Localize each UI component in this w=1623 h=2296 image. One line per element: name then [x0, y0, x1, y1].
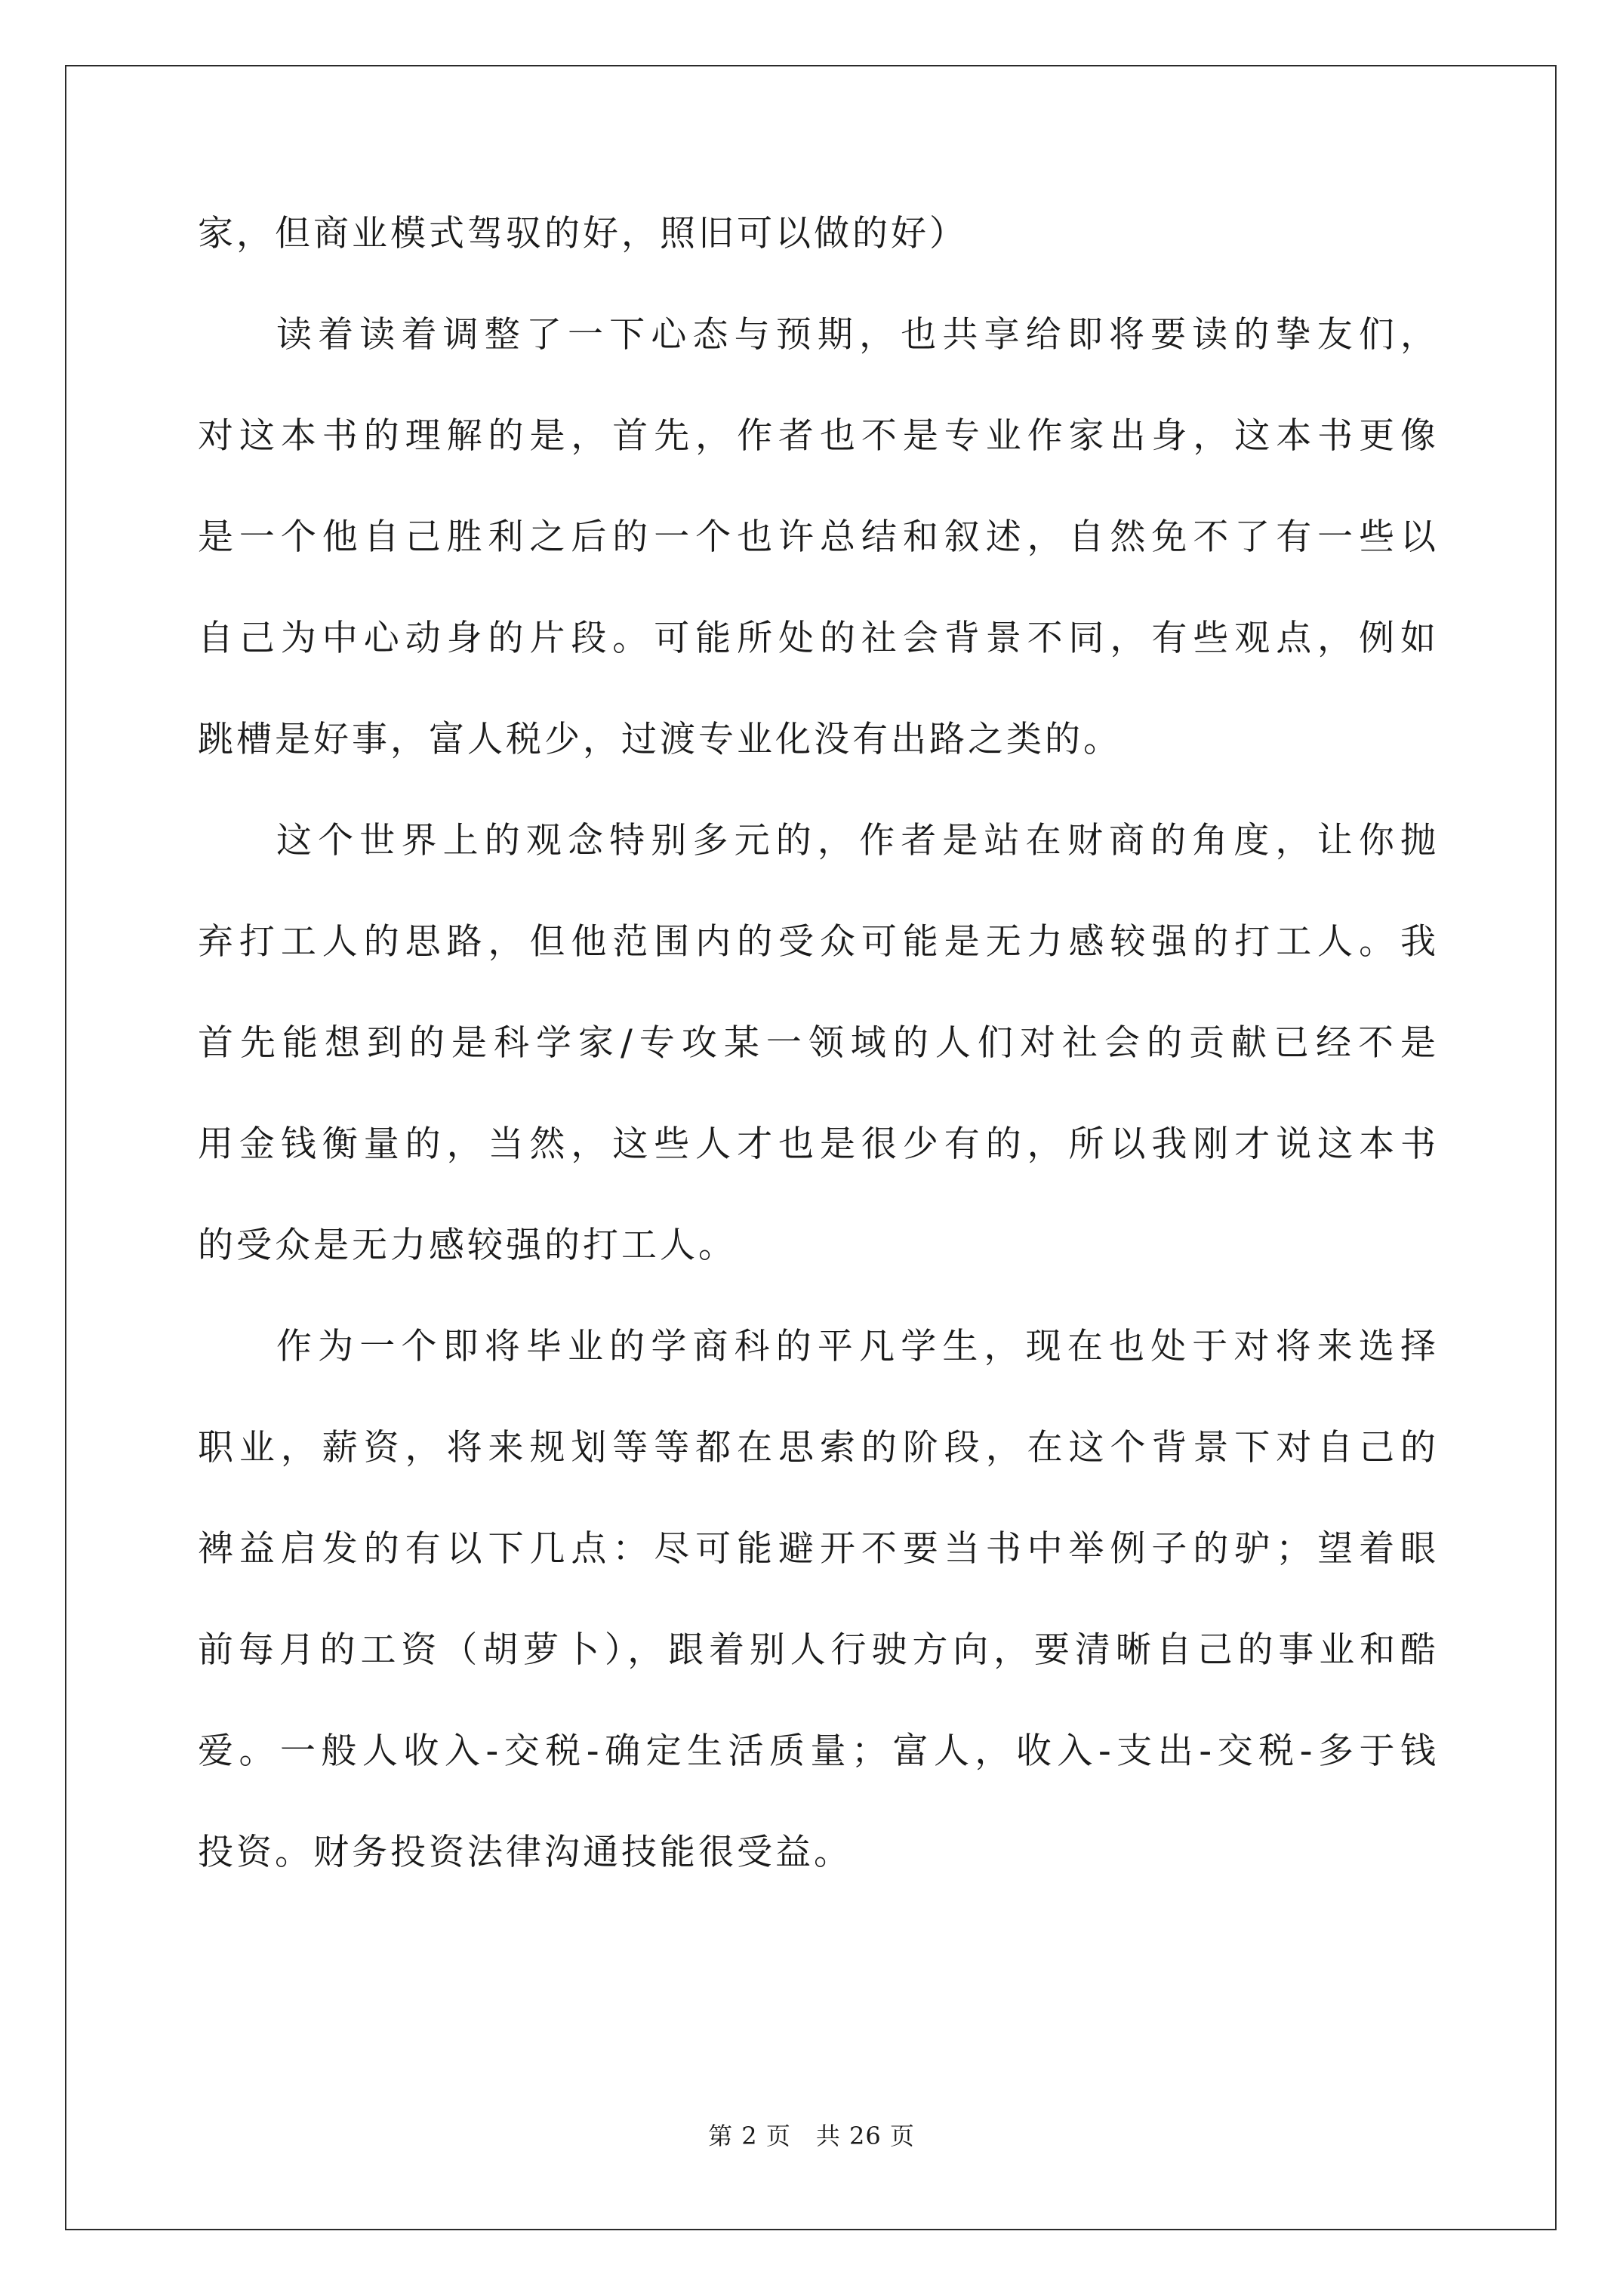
text-line: 首先能想到的是科学家/专攻某一领域的人们对社会的贡献已经不是: [198, 1022, 1436, 1064]
text-line: 读着读着调整了一下心态与预期，也共享给即将要读的挚友们，: [276, 314, 1436, 356]
text-line: 家，但商业模式驾驭的好，照旧可以做的好）: [198, 213, 968, 254]
text-line: 弃打工人的思路，但他范围内的受众可能是无力感较强的打工人。我: [198, 921, 1436, 963]
text-line: 这个世界上的观念特别多元的，作者是站在财商的角度，让你抛: [276, 820, 1436, 861]
text-line: 作为一个即将毕业的学商科的平凡学生，现在也处于对将来选择: [276, 1326, 1436, 1367]
text-line: 前每月的工资（胡萝卜），跟着别人行驶方向，要清晰自己的事业和酷: [198, 1629, 1436, 1671]
text-line: 是一个他自己胜利之后的一个也许总结和叙述，自然免不了有一些以: [198, 516, 1436, 558]
text-line: 自己为中心动身的片段。可能所处的社会背景不同，有些观点，例如: [198, 618, 1436, 659]
text-line: 跳槽是好事，富人税少，过渡专业化没有出路之类的。: [198, 719, 1122, 760]
text-line: 职业，薪资，将来规划等等都在思索的阶段，在这个背景下对自己的: [198, 1427, 1436, 1469]
page-number-footer: 第 2 页 共 26 页: [708, 2122, 915, 2150]
text-line: 对这本书的理解的是，首先，作者也不是专业作家出身，这本书更像: [198, 415, 1436, 457]
text-line: 投资。财务投资法律沟通技能很受益。: [198, 1832, 852, 1873]
text-line: 裨益启发的有以下几点：尽可能避开不要当书中举例子的驴；望着眼: [198, 1528, 1436, 1570]
text-line: 用金钱衡量的，当然，这些人才也是很少有的，所以我刚才说这本书: [198, 1123, 1436, 1165]
text-line: 爱。一般人收入-交税-确定生活质量；富人，收入-支出-交税-多于钱: [198, 1730, 1436, 1772]
text-line: 的受众是无力感较强的打工人。: [198, 1225, 737, 1266]
